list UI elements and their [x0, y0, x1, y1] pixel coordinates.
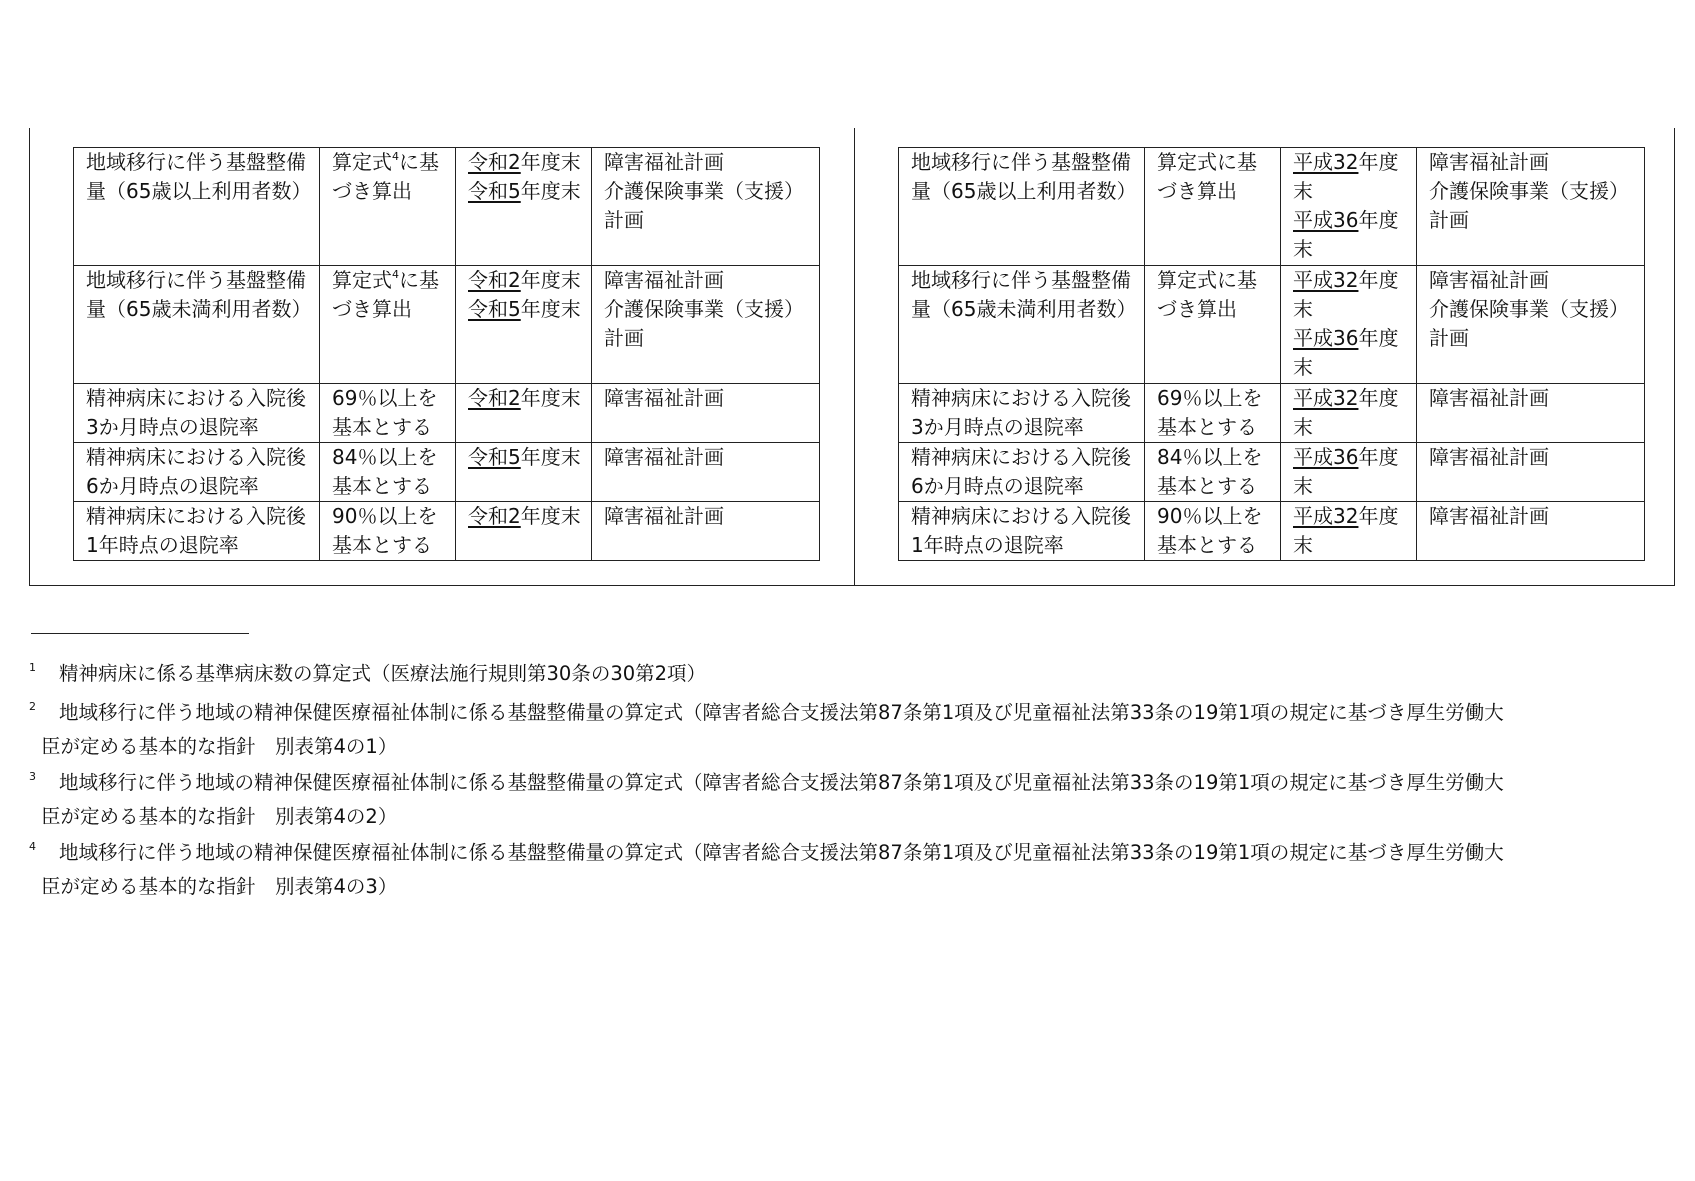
period-cell: 平成36年度末: [1281, 443, 1417, 502]
period-cell: 令和2年度末: [456, 502, 592, 561]
table-row: [899, 384, 1645, 443]
period-cell: 平成32年度末: [1281, 502, 1417, 561]
period-cell: 令和2年度末 令和5年度末: [456, 148, 592, 266]
footnote-3: 3 地域移行に伴う地域の精神保健医療福祉体制に係る基盤整備量の算定式（障害者総合支援法第87条第1項及び児童福祉法第33条の19第1項の規定に基づき厚生労働大 臣が定める基本的な指針 別表第4の2）: [29, 770, 1504, 828]
footnote-2: 2 地域移行に伴う地域の精神保健医療福祉体制に係る基盤整備量の算定式（障害者総合支援法第87条第1項及び児童福祉法第33条の19第1項の規定に基づき厚生労働大 臣が定める基本的な指針 別表第4の1）: [29, 700, 1504, 758]
period-cell: 令和2年度末: [456, 384, 592, 443]
target-cell: 69％以上を基本とする: [320, 384, 456, 443]
period-cell: 平成32年度末: [1281, 384, 1417, 443]
formula-cell: 算定式$^4$に基づき算出: [320, 266, 456, 384]
formula-cell: 算定式に基づき算出: [1145, 266, 1281, 384]
plan-cell: 障害福祉計画 介護保険事業（支援）計画: [592, 148, 820, 266]
table-row: [899, 443, 1645, 502]
period-cell: 令和5年度末: [456, 443, 592, 502]
plan-cell: 障害福祉計画 介護保険事業（支援）計画: [592, 266, 820, 384]
item-cell: 精神病床における入院後6か月時点の退院率: [899, 443, 1145, 502]
plan-cell: 障害福祉計画 介護保険事業（支援）計画: [1417, 148, 1645, 266]
table-row: [74, 266, 820, 384]
target-cell: 84％以上を基本とする: [1145, 443, 1281, 502]
item-cell: 精神病床における入院後6か月時点の退院率: [74, 443, 320, 502]
plan-cell: 障害福祉計画 介護保険事業（支援）計画: [1417, 266, 1645, 384]
item-cell: 精神病床における入院後1年時点の退院率: [899, 502, 1145, 561]
table-row: [74, 502, 820, 561]
column-divider: [854, 128, 855, 585]
plan-cell: 障害福祉計画: [1417, 502, 1645, 561]
item-cell: 地域移行に伴う基盤整備量（65歳以上利用者数）: [74, 148, 320, 266]
target-cell: 69％以上を基本とする: [1145, 384, 1281, 443]
period-cell: 平成32年度末 平成36年度末: [1281, 148, 1417, 266]
revised-table: [73, 147, 820, 561]
item-cell: 精神病床における入院後3か月時点の退院率: [74, 384, 320, 443]
plan-cell: 障害福祉計画: [592, 384, 820, 443]
table-row: [74, 443, 820, 502]
footnote-4: 4 地域移行に伴う地域の精神保健医療福祉体制に係る基盤整備量の算定式（障害者総合支援法第87条第1項及び児童福祉法第33条の19第1項の規定に基づき厚生労働大 臣が定める基本的な指針 別表第4の3）: [29, 840, 1504, 898]
period-cell: 平成32年度末 平成36年度末: [1281, 266, 1417, 384]
footnote-1: 1 精神病床に係る基準病床数の算定式（医療法施行規則第30条の30第2項）: [29, 661, 707, 685]
item-cell: 精神病床における入院後1年時点の退院率: [74, 502, 320, 561]
period-cell: 令和2年度末 令和5年度末: [456, 266, 592, 384]
item-cell: 地域移行に伴う基盤整備量（65歳未満利用者数）: [74, 266, 320, 384]
target-cell: 84％以上を基本とする: [320, 443, 456, 502]
item-cell: 地域移行に伴う基盤整備量（65歳未満利用者数）: [899, 266, 1145, 384]
formula-cell: 算定式に基づき算出: [1145, 148, 1281, 266]
plan-cell: 障害福祉計画: [1417, 443, 1645, 502]
table-row: [899, 502, 1645, 561]
footnote-separator: [31, 633, 249, 634]
plan-cell: 障害福祉計画: [1417, 384, 1645, 443]
table-row: [74, 384, 820, 443]
table-row: [899, 148, 1645, 266]
table-row: [74, 148, 820, 266]
formula-cell: 算定式$^4$に基づき算出: [320, 148, 456, 266]
current-table: [898, 147, 1645, 561]
target-cell: 90％以上を基本とする: [1145, 502, 1281, 561]
comparison-frame: [29, 128, 1675, 586]
item-cell: 精神病床における入院後3か月時点の退院率: [899, 384, 1145, 443]
plan-cell: 障害福祉計画: [592, 443, 820, 502]
item-cell: 地域移行に伴う基盤整備量（65歳以上利用者数）: [899, 148, 1145, 266]
target-cell: 90％以上を基本とする: [320, 502, 456, 561]
plan-cell: 障害福祉計画: [592, 502, 820, 561]
table-row: [899, 266, 1645, 384]
